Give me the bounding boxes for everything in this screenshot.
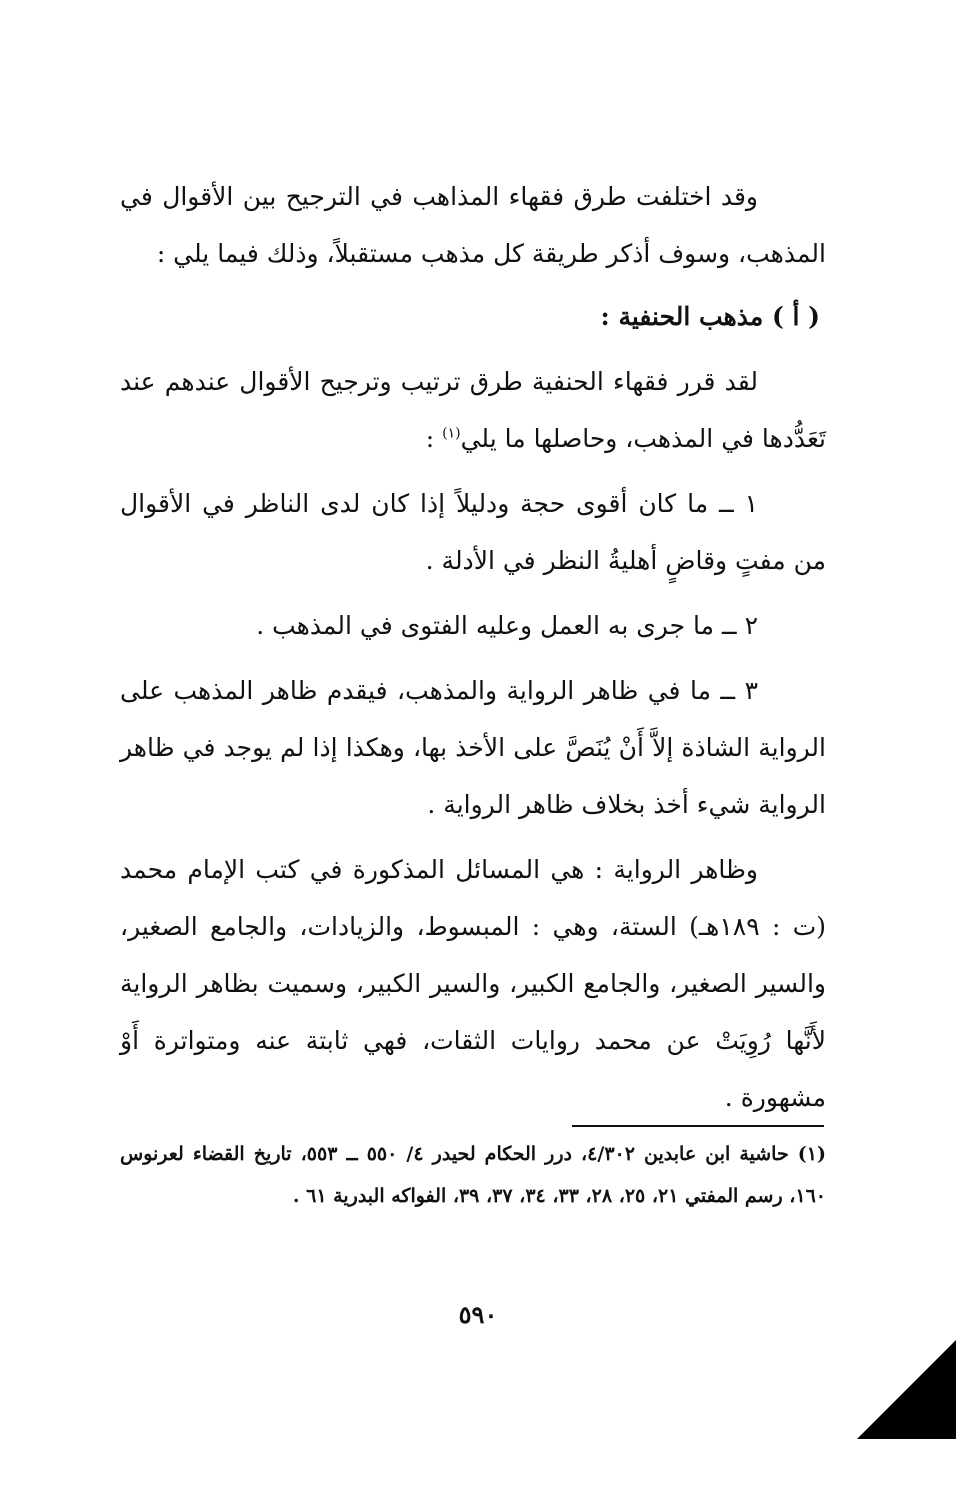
body-text: [120, 168, 826, 1126]
footnote-reference: (١): [442, 425, 461, 442]
list-item-1: ١ ــ ما كان أقوى حجة ودليلاً إذا كان لدى الناظر في الأقوال من مفتٍ وقاضٍ أهليةُ النظر في الأدلة .: [120, 489, 826, 575]
hanafi-intro-paragraph: [120, 353, 826, 467]
list-item-2: ٢ ــ ما جرى به العمل وعليه الفتوى في المذهب .: [256, 611, 758, 640]
hanafi-intro-text: لقد قرر فقهاء الحنفية طرق ترتيب وترجيح الأقوال عندهم عند تَعَدُّدها في المذهب، وحاصلها ما يلي: [120, 367, 826, 453]
intro-paragraph: وقد اختلفت طرق فقهاء المذاهب في الترجيح بين الأقوال في المذهب، وسوف أذكر طريقة كل مذهب مستقبلاً، وذلك فيما يلي :: [120, 182, 826, 268]
section-marker: ( أ ): [771, 302, 820, 331]
section-heading: [120, 288, 826, 345]
footnote-text: (١) حاشية ابن عابدين ٤/٣٠٢، درر الحكام لحيدر ٤/ ٥٥٠ ــ ٥٥٣، تاريخ القضاء لعرنوس ١٦٠، رسم المفتي ٢١، ٢٥، ٢٨، ٣٣، ٣٤، ٣٧، ٣٩، الفواكه البدرية ٦١ .: [120, 1143, 827, 1207]
section-title: مذهب الحنفية :: [600, 302, 764, 331]
corner-triangle-mark: [857, 1340, 956, 1439]
hanafi-intro-tail: :: [425, 424, 443, 453]
zahir-paragraph: وظاهر الرواية : هي المسائل المذكورة في كتب الإمام محمد (ت : ١٨٩هـ) الستة، وهي : المبسوط، والزيادات، والجامع الصغير، والسير الصغير، والجامع الكبير، والسير الكبير، وسميت بظاهر الرواية لأَنَّها رُوِيَتْ عن محمد روايات الثقات، فهي ثابتة عنه ومتواترة أَوْ مشهورة .: [120, 855, 826, 1112]
list-item-3: ٣ ــ ما في ظاهر الرواية والمذهب، فيقدم ظاهر المذهب على الرواية الشاذة إلاَّ أَنْ يُنَصَّ على الأخذ بها، وهكذا إذا لم يوجد في ظاهر الرواية شيء أخذ بخلاف ظاهر الرواية .: [120, 676, 826, 819]
footnote-divider: [572, 1125, 824, 1127]
page-number: ٥٩٠: [458, 1300, 498, 1329]
